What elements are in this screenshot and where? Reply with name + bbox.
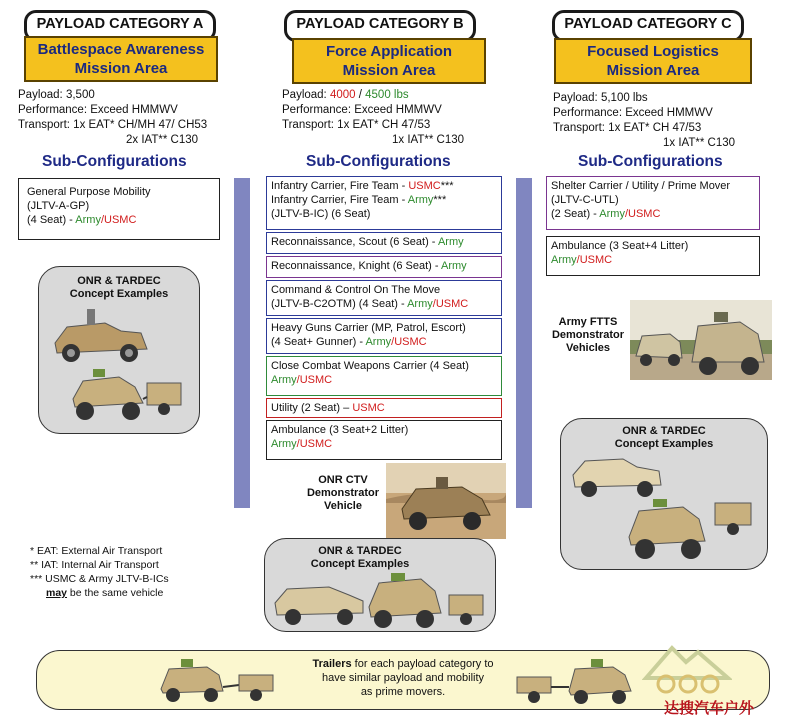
vehicle-icon bbox=[369, 573, 441, 628]
config-line bbox=[271, 335, 497, 349]
divider-right bbox=[516, 178, 532, 508]
category-b-specs bbox=[282, 88, 464, 148]
army-tag: Army bbox=[271, 374, 297, 386]
army-tag: Army bbox=[599, 208, 625, 220]
config-line bbox=[271, 179, 497, 193]
vehicle-icon bbox=[629, 499, 705, 559]
trailers-rest: for each payload category to bbox=[351, 658, 494, 670]
footnote-same-vehicle bbox=[30, 586, 169, 600]
transport-line-1: Transport: 1x EAT* CH/MH 47/ CH53 bbox=[18, 119, 208, 131]
trailers-line-2: have similar payload and mobility bbox=[321, 672, 485, 684]
performance-line: Performance: Exceed HMMWV bbox=[18, 104, 178, 116]
onr-ctv-label bbox=[300, 474, 386, 513]
payload-value: 5,100 lbs bbox=[600, 92, 648, 104]
config-line bbox=[271, 373, 497, 387]
config-text: (4 Seat) - bbox=[27, 214, 76, 226]
label-line: ONR CTV bbox=[318, 474, 368, 486]
category-a-concept-panel bbox=[38, 266, 200, 434]
usmc-tag: USMC bbox=[352, 402, 385, 414]
usmc-tag: USMC bbox=[579, 254, 613, 266]
vehicle-icon bbox=[275, 587, 363, 625]
army-tag: Army bbox=[437, 236, 464, 248]
config-line: General Purpose Mobility bbox=[27, 186, 151, 198]
mission-line-2: Mission Area bbox=[606, 62, 700, 79]
concept-title-line-1: ONR & TARDEC bbox=[622, 425, 706, 437]
army-tag: Army bbox=[365, 336, 392, 348]
config-line: Heavy Guns Carrier (MP, Patrol, Escort) bbox=[271, 322, 466, 334]
payload-army-value: 4500 lbs bbox=[365, 89, 409, 101]
mission-line-1: Force Application bbox=[325, 43, 453, 60]
slash: / bbox=[432, 298, 436, 310]
b-config-recon-knight bbox=[266, 256, 502, 278]
concept-title-line-2: Concept Examples bbox=[310, 558, 410, 570]
trailer-vehicle-left bbox=[157, 655, 287, 705]
category-b-concept-panel bbox=[264, 538, 496, 632]
slash: / bbox=[624, 208, 629, 220]
concept-vehicles-illustration bbox=[271, 569, 491, 631]
footnote-iat: ** IAT: Internal Air Transport bbox=[30, 559, 159, 571]
category-a-subconfig-heading: Sub-Configurations bbox=[42, 153, 187, 170]
config-line bbox=[271, 193, 497, 207]
footnote-rest: be the same vehicle bbox=[67, 587, 164, 599]
transport-line-2: 2x IAT** C130 bbox=[126, 134, 199, 146]
b-config-ambulance bbox=[266, 420, 502, 460]
config-line: (JLTV-A-GP) bbox=[27, 200, 90, 212]
mission-line-2: Mission Area bbox=[342, 62, 436, 79]
config-text: (JLTV-B-C2OTM) (4 Seat) - bbox=[271, 298, 408, 310]
payload-line bbox=[18, 88, 207, 103]
army-tag: Army bbox=[440, 260, 467, 272]
concept-vehicles-illustration bbox=[47, 303, 193, 429]
army-ftts-label bbox=[548, 316, 628, 355]
b-config-utility bbox=[266, 398, 502, 418]
label-line: Demonstrator bbox=[551, 329, 625, 341]
b-config-recon-scout bbox=[266, 232, 502, 254]
vehicle-icon bbox=[573, 459, 661, 497]
label-line: Demonstrator bbox=[306, 487, 380, 499]
transport-line-1: Transport: 1x EAT* CH 47/53 bbox=[553, 122, 702, 134]
config-line: Close Combat Weapons Carrier (4 Seat) bbox=[271, 360, 469, 372]
army-tag: Army bbox=[407, 194, 434, 206]
usmc-tag: USMC bbox=[435, 298, 469, 310]
concept-title-line-2: Concept Examples bbox=[614, 438, 714, 450]
concept-title bbox=[561, 425, 767, 451]
concept-title-line-1: ONR & TARDEC bbox=[318, 545, 402, 557]
army-tag: Army bbox=[551, 254, 577, 266]
divider-left bbox=[234, 178, 250, 508]
payload-value: 3,500 bbox=[65, 89, 95, 101]
performance-line: Performance: Exceed HMMWV bbox=[553, 107, 713, 119]
army-ftts-photo bbox=[630, 300, 772, 380]
mission-line-1: Battlespace Awareness bbox=[37, 41, 205, 58]
transport-line-2: 1x IAT** C130 bbox=[663, 137, 736, 149]
payload-line bbox=[553, 91, 735, 106]
concept-title-line-2: Concept Examples bbox=[69, 288, 169, 300]
concept-title bbox=[39, 275, 199, 301]
category-c-mission bbox=[554, 38, 752, 84]
config-text: Reconnaissance, Knight (6 Seat) - bbox=[271, 260, 441, 272]
footnotes bbox=[30, 544, 169, 600]
config-line bbox=[551, 207, 755, 221]
config-line: Shelter Carrier / Utility / Prime Mover bbox=[551, 180, 731, 192]
concept-title bbox=[225, 545, 495, 571]
performance-line: Performance: Exceed HMMWV bbox=[282, 104, 442, 116]
b-config-close-combat bbox=[266, 356, 502, 396]
c-config-shelter-carrier bbox=[546, 176, 760, 230]
category-a-mission bbox=[24, 36, 218, 82]
footnote-ic: *** USMC & Army JLTV-B-ICs bbox=[30, 573, 169, 585]
label-line: Army FTTS bbox=[558, 316, 618, 328]
emphasis-may: may bbox=[46, 587, 68, 599]
config-text: (2 Seat) - bbox=[551, 208, 600, 220]
watermark-logo bbox=[642, 632, 732, 698]
slash: / bbox=[391, 336, 395, 348]
watermark-text: 达搜汽车户外 bbox=[664, 700, 755, 717]
trailer-icon bbox=[715, 503, 751, 535]
mission-line-1: Focused Logistics bbox=[587, 43, 719, 60]
concept-vehicles-illustration bbox=[567, 453, 763, 567]
mission-line-2: Mission Area bbox=[74, 60, 168, 77]
category-c-title: PAYLOAD CATEGORY C bbox=[552, 10, 744, 42]
usmc-tag: USMC bbox=[628, 208, 661, 220]
transport-line-1: Transport: 1x EAT* CH 47/53 bbox=[282, 119, 431, 131]
config-line: (JLTV-B-IC) (6 Seat) bbox=[271, 208, 371, 220]
category-b-title: PAYLOAD CATEGORY B bbox=[284, 10, 476, 42]
trailers-bold: Trailers bbox=[312, 658, 352, 670]
trailer-vehicle-right bbox=[513, 655, 643, 705]
slash: / bbox=[296, 438, 300, 450]
config-text: Utility (2 Seat) – bbox=[271, 402, 353, 414]
b-config-heavy-guns bbox=[266, 318, 502, 354]
onr-ctv-photo bbox=[386, 463, 506, 539]
c-config-ambulance bbox=[546, 236, 760, 276]
slash: / bbox=[576, 254, 580, 266]
b-config-infantry-carrier bbox=[266, 176, 502, 230]
payload-label: Payload: bbox=[18, 89, 66, 101]
config-line: Ambulance (3 Seat+2 Litter) bbox=[271, 424, 409, 436]
config-text: Infantry Carrier, Fire Team - bbox=[271, 180, 409, 192]
vehicle-icon bbox=[55, 309, 147, 362]
usmc-tag: USMC bbox=[299, 374, 333, 386]
payload-line bbox=[282, 88, 464, 103]
a-config-general-purpose bbox=[18, 178, 220, 240]
category-b-mission bbox=[292, 38, 486, 84]
army-tag: Army bbox=[271, 438, 297, 450]
config-text: Infantry Carrier, Fire Team - bbox=[271, 194, 408, 206]
category-c-subconfig-heading: Sub-Configurations bbox=[578, 153, 723, 170]
config-line bbox=[551, 253, 755, 267]
config-line: (JLTV-C-UTL) bbox=[551, 194, 619, 206]
trailers-line-3: as prime movers. bbox=[360, 686, 446, 698]
usmc-tag: USMC bbox=[299, 438, 333, 450]
config-line bbox=[271, 297, 497, 311]
usmc-tag: USMC bbox=[394, 336, 427, 348]
config-line: Command & Control On The Move bbox=[271, 284, 441, 296]
b-config-command-control bbox=[266, 280, 502, 316]
payload-label: Payload: bbox=[553, 92, 601, 104]
footnote-mark: *** bbox=[433, 194, 447, 206]
trailer-icon bbox=[449, 595, 483, 625]
army-tag: Army bbox=[407, 298, 433, 310]
category-c-specs bbox=[553, 91, 735, 151]
trailer-icon bbox=[143, 383, 181, 415]
usmc-tag: USMC bbox=[408, 180, 441, 192]
category-a-specs bbox=[18, 88, 207, 148]
category-a-title: PAYLOAD CATEGORY A bbox=[24, 10, 216, 42]
vehicle-icon bbox=[73, 369, 143, 420]
config-line: Ambulance (3 Seat+4 Litter) bbox=[551, 240, 689, 252]
transport-line-2: 1x IAT** C130 bbox=[392, 134, 465, 146]
concept-title-line-1: ONR & TARDEC bbox=[77, 275, 161, 287]
config-line bbox=[271, 437, 497, 451]
config-text: Reconnaissance, Scout (6 Seat) - bbox=[271, 236, 438, 248]
usmc-tag: USMC bbox=[104, 214, 137, 226]
label-line: Vehicles bbox=[565, 342, 611, 354]
footnote-mark: *** bbox=[440, 180, 454, 192]
slash: / bbox=[296, 374, 300, 386]
slash: / bbox=[100, 214, 105, 226]
footnote-eat: * EAT: External Air Transport bbox=[30, 545, 163, 557]
payload-label: Payload: bbox=[282, 89, 330, 101]
label-line: Vehicle bbox=[324, 500, 362, 512]
config-text: (4 Seat+ Gunner) - bbox=[271, 336, 366, 348]
payload-usmc-value: 4000 bbox=[329, 89, 356, 101]
category-c-concept-panel bbox=[560, 418, 768, 570]
category-b-subconfig-heading: Sub-Configurations bbox=[306, 153, 451, 170]
payload-separator: / bbox=[355, 89, 366, 101]
config-line bbox=[27, 213, 215, 227]
army-tag: Army bbox=[75, 214, 101, 226]
